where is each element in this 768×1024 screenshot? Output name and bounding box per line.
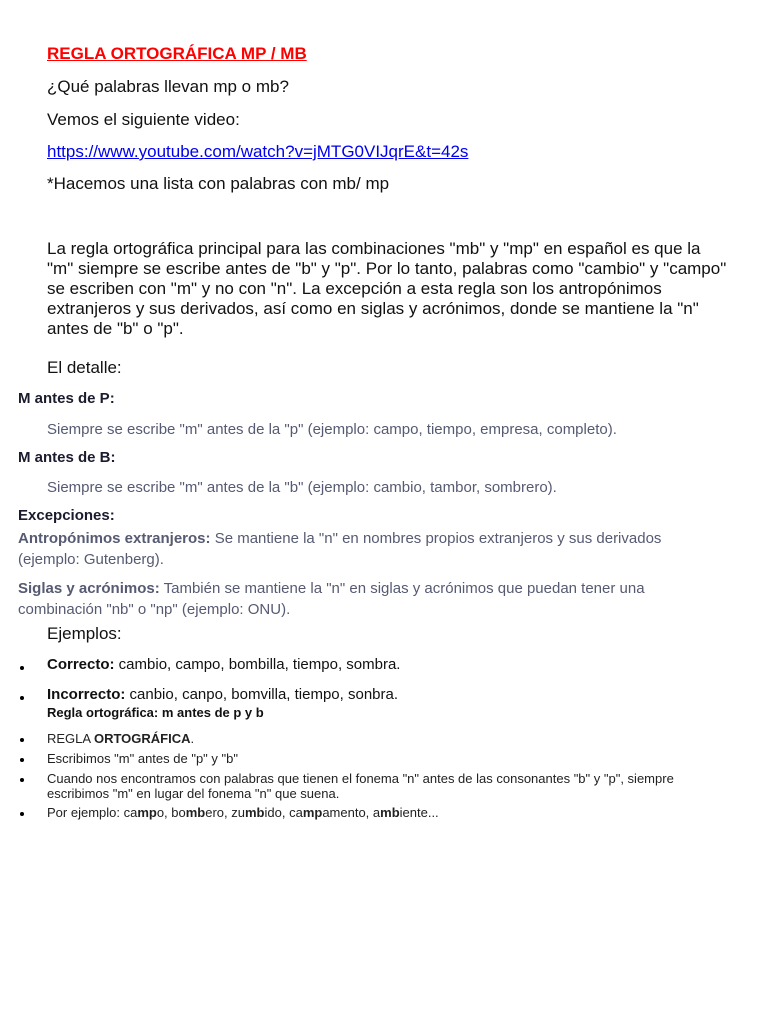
main-paragraph: La regla ortográfica principal para las combinaciones "mb" y "mp" en español es que la "m" siempre se escribe antes de "b" y "p". Por lo tanto, palabras como "cambio" y "campo" se escriben con "m" y no con "n". La excepción a esta regla son los antropónimos extranjeros y sus derivados, así como en siglas y acrónimos, donde se mantiene la "n" antes de "b" o "p". (47, 239, 727, 338)
summary-heading: Regla ortográfica: m antes de p y b (47, 705, 264, 720)
correct-example (47, 656, 400, 673)
bullet-icon (20, 696, 24, 700)
video-link[interactable]: https://www.youtube.com/watch?v=jMTG0VIJqrE&t=42s (47, 142, 469, 161)
correct-text: cambio, campo, bombilla, tiempo, sombra. (114, 656, 401, 673)
bullet-icon (20, 738, 24, 742)
summary-item-1-suffix: . (190, 731, 195, 746)
acronyms-label: Siglas y acrónimos: (18, 580, 160, 597)
question-line: ¿Qué palabras llevan mp o mb? (47, 77, 289, 96)
incorrect-label: Incorrecto: (47, 686, 126, 703)
summary-item-1-prefix: REGLA (47, 731, 94, 746)
bullet-icon (20, 758, 24, 762)
mb-rule-heading: M antes de B: (18, 449, 116, 466)
incorrect-text: canbio, canpo, bomvilla, tiempo, sonbra. (125, 686, 399, 703)
anthroponyms-label: Antropónimos extranjeros: (18, 530, 211, 547)
mb-rule-text: Siempre se escribe "m" antes de la "b" (ejemplo: cambio, tambor, sombrero). (47, 479, 557, 496)
bullet-icon (20, 666, 24, 670)
exceptions-heading: Excepciones: (18, 507, 115, 524)
video-intro: Vemos el siguiente video: (47, 110, 240, 129)
summary-item-4 (47, 805, 727, 820)
incorrect-example (47, 686, 398, 703)
video-link-line (47, 142, 468, 162)
summary-item-3: Cuando nos encontramos con palabras que tienen el fonema "n" antes de las consonantes "b" y "p", siempre escribimos "m" en lugar del fonema "n" que suena. (47, 771, 674, 801)
example-fragment: amento, a (322, 805, 381, 820)
acronyms-text: También se mantiene la "n" en siglas y acrónimos que puedan tener una combinación "nb" o "np" (ejemplo: ONU). (18, 580, 645, 618)
example-highlight: mp (302, 805, 323, 820)
example-highlight: mb (185, 805, 206, 820)
summary-item-1 (47, 731, 727, 746)
summary-item-1-bold: ORTOGRÁFICA (93, 731, 191, 746)
example-fragment: ero, zu (205, 805, 245, 820)
acronyms-exception (18, 578, 718, 620)
example-fragment: ido, ca (264, 805, 303, 820)
document-title: REGLA ORTOGRÁFICA MP / MB (47, 44, 307, 63)
examples-label: Ejemplos: (47, 624, 122, 643)
anthroponyms-exception (18, 528, 708, 570)
example-highlight: mb (245, 805, 265, 820)
anthroponyms-text: Se mantiene la "n" en nombres propios extranjeros y sus derivados (ejemplo: Gutenberg). (18, 530, 662, 568)
bullet-icon (20, 812, 24, 816)
bullet-icon (20, 778, 24, 782)
detail-label: El detalle: (47, 358, 122, 377)
example-fragment: iente... (399, 805, 439, 820)
mp-rule-heading: M antes de P: (18, 390, 115, 407)
example-fragment: Por ejemplo: ca (47, 805, 138, 820)
summary-item-2: Escribimos "m" antes de "p" y "b" (47, 751, 238, 766)
mp-rule-text: Siempre se escribe "m" antes de la "p" (ejemplo: campo, tiempo, empresa, completo). (47, 421, 617, 438)
list-instruction: *Hacemos una lista con palabras con mb/ mp (47, 174, 390, 193)
example-fragment: o, bo (156, 805, 186, 820)
example-highlight: mp (137, 805, 157, 820)
correct-label: Correcto: (47, 656, 115, 673)
example-highlight: mb (380, 805, 400, 820)
